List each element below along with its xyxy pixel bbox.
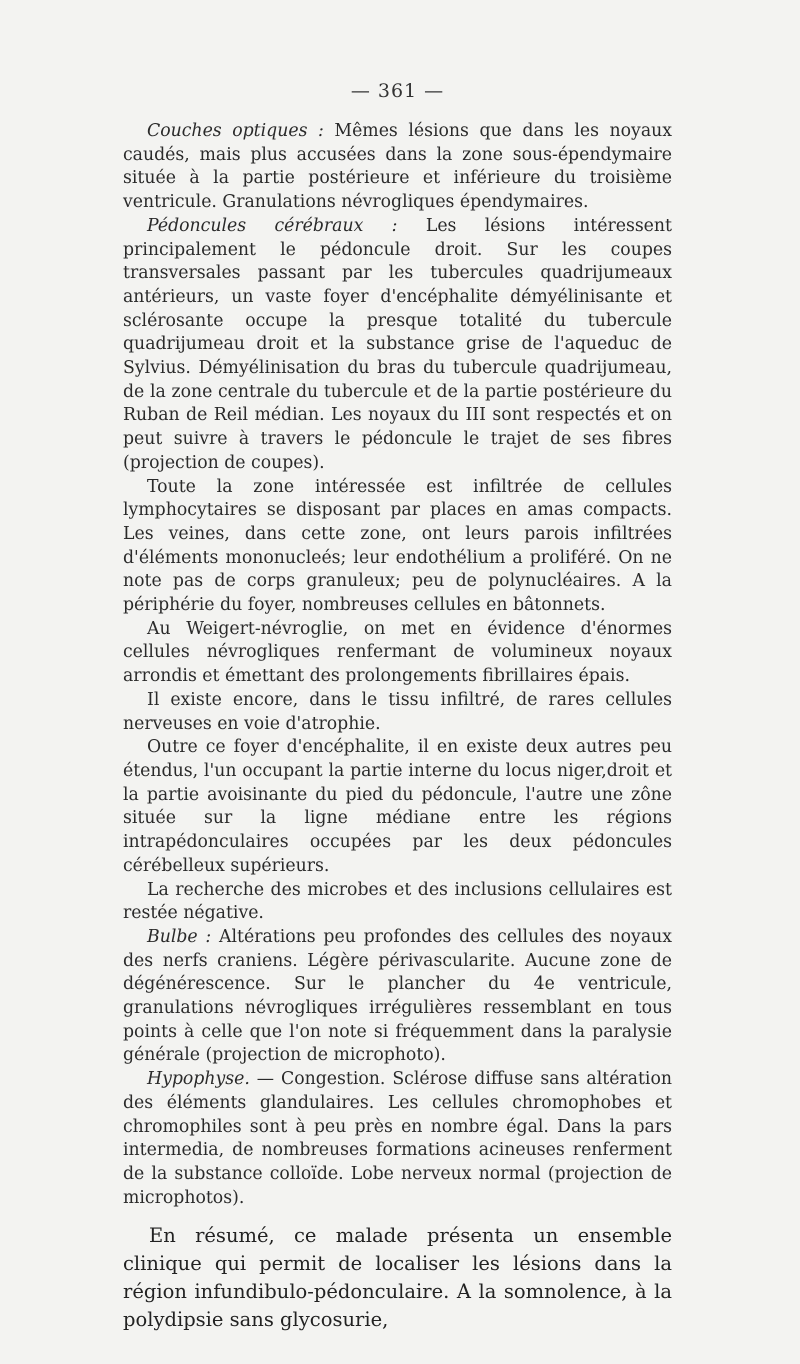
paragraph-text: — Congestion. Sclérose diffuse sans altération des éléments glandulaires. Les cellules chromophobes et chromophiles sont à peu près en nombre égal. Dans la pars intermedia, de nombreuses formations acineuses renferment de la substance colloïde. Lobe nerveux normal (projection de microphotos). [123, 1069, 672, 1208]
paragraph-hypophyse [123, 1068, 672, 1210]
paragraph-text: Les lésions intéressent principalement le pédoncule droit. Sur les coupes transversales passant par les tubercules quadrijumeaux antérieurs, un vaste foyer d'encéphalite démyélinisante et sclérosante occupe la presque totalité du tubercule quadrijumeau droit et la substance grise de l'aqueduc de Sylvius. Démyélinisation du bras du tubercule quadrijumeau, de la zone centrale du tubercule et de la partie postérieure du Ruban de Reil médian. Les noyaux du III sont respectés et on peut suivre à travers le pédoncule le trajet de ses fibres (projection de coupes). [123, 215, 672, 473]
paragraph-weigert [123, 618, 672, 689]
page-number: — 361 — [350, 80, 445, 102]
paragraph-lead: Couches optiques : [147, 121, 324, 141]
paragraph-microbes [123, 879, 672, 926]
paragraph-lead: Hypophyse. [147, 1069, 250, 1090]
paragraph-text: Mêmes lésions que dans les noyaux caudés, mais plus accusées dans la zone sous-épendymaire située à la partie postérieure et inférieure du troisième ventricule. Granulations névrogliques épendymaires. [123, 121, 672, 213]
paragraph-text: Altérations peu profondes des cellules des noyaux des nerfs craniens. Légère périvascularite. Aucune zone de dégénérescence. Sur le plancher du 4e ventricule, granulations névrogliques irrégulières ressemblant en tous points à celle que l'on note si fréquemment dans la paralysie générale (projection de microphoto). [123, 926, 672, 1066]
paragraph-text: Outre ce foyer d'encéphalite, il en existe deux autres peu étendus, l'un occupant la partie interne du locus niger,droit et la partie avoisinante du pied du pédoncule, l'autre une zône située sur la ligne médiane entre les régions intrapédonculaires occupées par les deux pédoncules cérébelleux supérieurs. [123, 737, 672, 876]
paragraph-pedoncules [123, 215, 672, 476]
paragraph-text: Il existe encore, dans le tissu infiltré, de rares cellules nerveuses en voie d'atrophie. [123, 689, 672, 734]
paragraph-lead: Pédoncules cérébraux : [147, 215, 398, 236]
paragraph-bulbe [123, 926, 672, 1068]
paragraph-text: Au Weigert-névroglie, on met en évidence d'énormes cellules névrogliques renfermant de volumineux noyaux arrondis et émettant des prolongements fibrillaires épais. [123, 618, 672, 687]
paragraph-text: La recherche des microbes et des inclusions cellulaires est restée négative. [123, 879, 672, 924]
paragraph-zone-infiltree [123, 476, 672, 618]
paragraph-autres-foyers [123, 736, 672, 878]
paragraph-cellules-nerveuses [123, 689, 672, 736]
paragraph-lead: Bulbe : [147, 926, 212, 947]
summary-paragraph: En résumé, ce malade présenta un ensemble clinique qui permit de localiser les lésions dans la région infundibulo-pédonculaire. A la somnolence, à la polydipsie sans glycosurie, [123, 1224, 672, 1332]
paragraph-couches-optiques [123, 120, 672, 215]
paragraph-text: Toute la zone intéressée est infiltrée de cellules lymphocytaires se disposant par places en amas compacts. Les veines, dans cette zone, ont leurs parois infiltrées d'éléments mononucleés; leur endothélium a proliféré. On ne note pas de corps granuleux; peu de polynucléaires. A la périphérie du foyer, nombreuses cellules en bâtonnets. [123, 476, 672, 616]
